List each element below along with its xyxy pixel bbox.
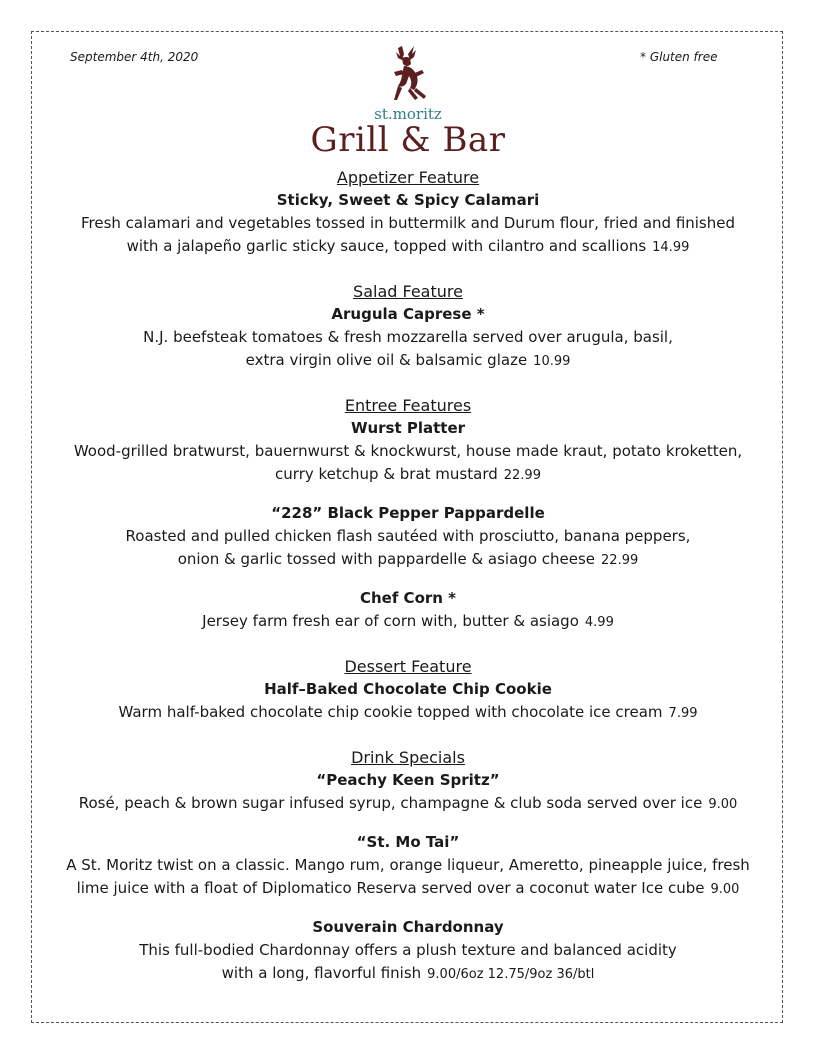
item-price: 9.00 — [710, 882, 740, 897]
item-description: Roasted and pulled chicken flash sautéed with prosciutto, banana peppers, — [125, 527, 691, 545]
item-description: Wood-grilled bratwurst, bauernwurst & knockwurst, house made kraut, potato kroketten, — [73, 442, 743, 460]
item-description: A St. Moritz twist on a classic. Mango rum, orange liqueur, Ameretto, pineapple juice, fresh — [66, 856, 750, 874]
item-price: 7.99 — [668, 706, 698, 721]
item-description: N.J. beefsteak tomatoes & fresh mozzarella served over arugula, basil, — [143, 328, 673, 346]
restaurant-logo — [300, 44, 516, 162]
item-name: “Peachy Keen Spritz” — [316, 771, 500, 789]
menu-date: September 4th, 2020 — [70, 50, 199, 64]
item-name: Wurst Platter — [350, 419, 466, 437]
logo-subtitle: st.moritz — [374, 105, 442, 123]
item-description — [40, 349, 776, 373]
item-description-text: Warm half-baked chocolate chip cookie topped with chocolate ice cream — [118, 703, 663, 721]
section-heading-appetizer: Appetizer Feature — [336, 168, 480, 187]
item-description-text: onion & garlic tossed with pappardelle & asiago cheese — [177, 550, 596, 568]
item-name: Half–Baked Chocolate Chip Cookie — [264, 680, 552, 698]
item-price: 4.99 — [584, 615, 614, 630]
item-description — [40, 701, 776, 725]
item-name: “228” Black Pepper Pappardelle — [271, 504, 545, 522]
item-name: “St. Mo Tai” — [356, 833, 460, 851]
section-heading-dessert: Dessert Feature — [344, 657, 472, 676]
item-description — [40, 877, 776, 901]
item-price: 10.99 — [533, 354, 571, 369]
item-name: Souverain Chardonnay — [312, 918, 504, 936]
item-description-text: lime juice with a float of Diplomatico Reserva served over a coconut water Ice cube — [76, 879, 705, 897]
item-price: 22.99 — [601, 553, 639, 568]
item-description — [40, 463, 776, 487]
item-description — [40, 610, 776, 634]
menu-content — [40, 166, 776, 986]
item-description-text: Rosé, peach & brown sugar infused syrup, champagne & club soda served over ice — [78, 794, 703, 812]
section-heading-drinks: Drink Specials — [351, 748, 465, 767]
item-price: 22.99 — [503, 468, 541, 483]
item-description-text: with a long, flavorful finish — [221, 964, 422, 982]
logo-title: Grill & Bar — [310, 120, 506, 160]
item-price: 14.99 — [652, 240, 690, 255]
section-heading-entree: Entree Features — [344, 396, 472, 415]
gluten-free-note: * Gluten free — [640, 50, 718, 64]
item-description — [40, 548, 776, 572]
item-description-text: with a jalapeño garlic sticky sauce, topped with cilantro and scallions — [126, 237, 647, 255]
section-heading-salad: Salad Feature — [353, 282, 463, 301]
item-description: Fresh calamari and vegetables tossed in buttermilk and Durum flour, fried and finished — [80, 214, 736, 232]
item-description — [40, 235, 776, 259]
deer-icon — [380, 44, 436, 108]
item-description — [40, 962, 776, 986]
item-description: This full-bodied Chardonnay offers a plush texture and balanced acidity — [139, 941, 677, 959]
item-name: Arugula Caprese * — [331, 305, 485, 323]
item-description-text: Jersey farm fresh ear of corn with, butter & asiago — [202, 612, 579, 630]
item-price: 9.00/6oz 12.75/9oz 36/btl — [427, 967, 595, 982]
item-description — [40, 792, 776, 816]
item-description-text: extra virgin olive oil & balsamic glaze — [245, 351, 528, 369]
item-description-text: curry ketchup & brat mustard — [275, 465, 498, 483]
item-name: Chef Corn * — [359, 589, 457, 607]
item-name: Sticky, Sweet & Spicy Calamari — [276, 191, 540, 209]
item-price: 9.00 — [708, 797, 738, 812]
